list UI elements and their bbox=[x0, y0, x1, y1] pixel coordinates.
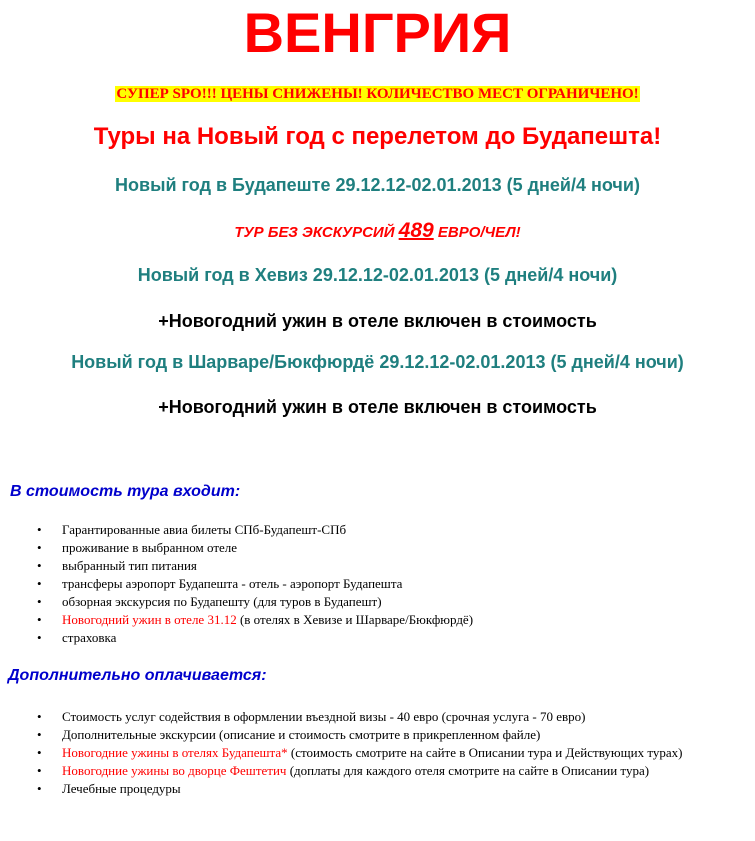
list-item: • Лечебные процедуры bbox=[37, 781, 181, 796]
bullet-icon: • bbox=[37, 576, 42, 591]
included-list bbox=[0, 521, 740, 647]
price-amount: 489 bbox=[398, 219, 434, 242]
bullet-icon: • bbox=[37, 745, 42, 760]
bullet-icon: • bbox=[37, 763, 42, 778]
bullet-icon: • bbox=[37, 630, 42, 645]
price-line bbox=[0, 217, 755, 247]
included-heading: В стоимость тура входит: bbox=[10, 483, 241, 500]
list-item: • Дополнительные экскурсии (описание и стоимость смотрите в прикрепленном файле) bbox=[37, 727, 541, 742]
tour-sarvar-title: Новый год в Шарваре/Бюкфюрдё 29.12.12-02.01.2013 (5 дней/4 ночи) bbox=[71, 352, 684, 372]
bullet-icon: • bbox=[37, 558, 42, 573]
list-item: • трансферы аэропорт Будапешта - отель - аэропорт Будапешта bbox=[37, 576, 403, 591]
tour-heviz-note: +Новогодний ужин в отеле включен в стоимость bbox=[158, 311, 597, 331]
bullet-icon: • bbox=[37, 781, 42, 796]
tour-sarvar-note: +Новогодний ужин в отеле включен в стоимость bbox=[158, 397, 597, 417]
tour-budapest-title: Новый год в Будапеште 29.12.12-02.01.2013 (5 дней/4 ночи) bbox=[115, 175, 640, 195]
price-suffix: ЕВРО/ЧЕЛ! bbox=[433, 224, 521, 241]
list-item: • Гарантированные авиа билеты СПб-Будапешт-СПб bbox=[37, 522, 347, 537]
list-item: • проживание в выбранном отеле bbox=[37, 540, 238, 555]
list-item: • Новогодние ужины во дворце Фештетич (доплаты для каждого отеля смотрите на сайте в Описании тура) bbox=[37, 763, 650, 778]
offer-subtitle: Туры на Новый год с перелетом до Будапешта! bbox=[93, 123, 662, 150]
bullet-icon: • bbox=[37, 612, 42, 627]
list-item: • Новогодние ужины в отелях Будапешта* (стоимость смотрите на сайте в Описании тура и Действующих турах) bbox=[37, 745, 683, 760]
list-item: • обзорная экскурсия по Будапешту (для туров в Будапешт) bbox=[37, 594, 382, 609]
bullet-icon: • bbox=[37, 540, 42, 555]
page-title: ВЕНГРИЯ bbox=[243, 1, 512, 64]
dinner-included-highlight: Новогодний ужин в отеле 31.12 bbox=[62, 612, 237, 627]
budapest-dinners-highlight: Новогодние ужины в отелях Будапешта* bbox=[62, 745, 288, 760]
tour-heviz-title: Новый год в Хевиз 29.12.12-02.01.2013 (5 дней/4 ночи) bbox=[137, 265, 618, 285]
promo-text: СУПЕР SPO!!! ЦЕНЫ СНИЖЕНЫ! КОЛИЧЕСТВО МЕСТ ОГРАНИЧЕНО! bbox=[116, 86, 639, 102]
bullet-icon: • bbox=[37, 727, 42, 742]
price-prefix: ТУР БЕЗ ЭКСКУРСИЙ bbox=[234, 224, 399, 241]
list-item: • Стоимость услуг содействия в оформлении въездной визы - 40 евро (срочная услуга - 70 евро) bbox=[37, 709, 586, 724]
promo-banner bbox=[0, 84, 755, 104]
list-item: • Новогодний ужин в отеле 31.12 (в отелях в Хевизе и Шарваре/Бюкфюрдё) bbox=[37, 612, 474, 627]
extra-list bbox=[0, 708, 730, 798]
palace-dinners-highlight: Новогодние ужины во дворце Фештетич bbox=[62, 763, 287, 778]
list-item: • выбранный тип питания bbox=[37, 558, 197, 573]
bullet-icon: • bbox=[37, 709, 42, 724]
extra-heading: Дополнительно оплачивается: bbox=[8, 667, 267, 684]
bullet-icon: • bbox=[37, 594, 42, 609]
list-item: • страховка bbox=[37, 630, 117, 645]
bullet-icon: • bbox=[37, 522, 42, 537]
